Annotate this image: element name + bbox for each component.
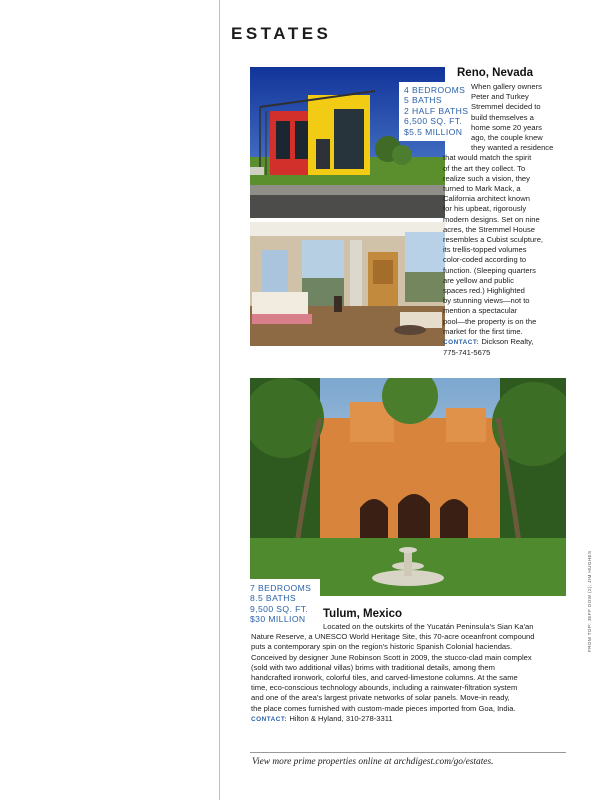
tulum-body-line: puts a contemporary spin on the region's historic Spanish Colonial haciendas. bbox=[251, 642, 513, 652]
reno-body-line: turned to Mark Mack, a bbox=[443, 184, 521, 194]
tulum-body-line: Located on the outskirts of the Yucatán Peninsula's Sian Ka'an bbox=[323, 622, 534, 631]
reno-body-line: When gallery owners bbox=[471, 82, 542, 91]
tulum-body-line: Conceived by designer June Robinson Scott in 2009, the stucco-clad main complex bbox=[251, 652, 532, 662]
reno-stat-half-baths: 2 HALF BATHS bbox=[404, 105, 469, 116]
reno-body-line: pool—the property is on the bbox=[443, 316, 537, 326]
reno-body-line: function. (Sleeping quarters bbox=[443, 265, 536, 275]
reno-body-line: ago, the couple knew bbox=[471, 133, 543, 143]
reno-stat-sqft: 6,500 SQ. FT. bbox=[404, 116, 463, 127]
reno-body-line: by stunning views—not to bbox=[443, 296, 530, 306]
reno-body bbox=[443, 82, 569, 358]
reno-body-line: modern designs. Set on nine bbox=[443, 214, 540, 224]
reno-contact-text: Dickson Realty, bbox=[481, 337, 534, 347]
reno-body-line: are yellow and public bbox=[443, 275, 514, 285]
tulum-stat-baths: 8.5 BATHS bbox=[250, 593, 296, 604]
reno-body-line: of the art they collect. To bbox=[443, 163, 526, 173]
reno-stat-price: $5.5 MILLION bbox=[404, 126, 463, 137]
tulum-body-line: handcrafted ironwork, colorful tiles, and carved-limestone columns. At the same bbox=[251, 673, 518, 683]
tulum-photo bbox=[250, 378, 566, 596]
page-gutter-line bbox=[219, 0, 220, 800]
tulum-stat-bedrooms: 7 BEDROOMS bbox=[250, 583, 312, 593]
tulum-body-line: time, eco-conscious technology abounds, including a rainwater-filtration system bbox=[251, 683, 518, 693]
reno-body-line: that would match the spirit bbox=[443, 153, 532, 163]
reno-body-line: Stremmel decided to bbox=[471, 102, 541, 112]
reno-body-line: realize such a vision, they bbox=[443, 173, 530, 183]
reno-contact-phone: 775-741-5675 bbox=[443, 348, 491, 358]
reno-body-line: they wanted a residence bbox=[471, 143, 554, 153]
reno-body-line: mention a spectacular bbox=[443, 306, 518, 316]
reno-interior-photo bbox=[250, 222, 445, 346]
tulum-body-line: and one of the area's largest private networks of solar panels. Move-in ready, bbox=[251, 693, 510, 703]
footer-link-text: View more prime properties online at archdigest.com/go/estates. bbox=[252, 757, 494, 767]
tulum-body-line: (sold with two additional villas) brims with traditional details, among them bbox=[251, 662, 495, 672]
reno-stat-baths: 5 BATHS bbox=[404, 95, 442, 106]
reno-contact bbox=[443, 337, 569, 348]
reno-body-line: home some 20 years bbox=[471, 122, 542, 132]
reno-body-line: resembles a Cubist sculpture, bbox=[443, 235, 544, 245]
section-title: ESTATES bbox=[231, 24, 332, 43]
reno-body-line: its trellis-topped volumes bbox=[443, 245, 527, 255]
reno-body-line: build themselves a bbox=[471, 112, 534, 122]
photo-credit: FROM TOP: JEFF DOW (2); JIM HUGHES bbox=[587, 550, 592, 652]
tulum-stat-sqft: 9,500 SQ. FT. bbox=[250, 603, 309, 614]
reno-body-line: for his upbeat, rigorously bbox=[443, 204, 527, 214]
reno-body-line: California architect known bbox=[443, 194, 530, 204]
reno-heading: Reno, Nevada bbox=[457, 67, 534, 79]
reno-body-line: market for the first time. bbox=[443, 326, 523, 336]
tulum-body-line: the place comes furnished with custom-made pieces imported from Goa, India. bbox=[251, 703, 516, 713]
reno-body-line: spaces red.) Highlighted bbox=[443, 286, 525, 296]
reno-body-line: Peter and Turkey bbox=[471, 92, 529, 102]
tulum-stat-price: $30 MILLION bbox=[250, 614, 306, 625]
tulum-heading: Tulum, Mexico bbox=[323, 608, 403, 620]
reno-body-line: color-coded according to bbox=[443, 255, 527, 265]
tulum-contact bbox=[251, 714, 567, 725]
reno-stat-bedrooms: 4 BEDROOMS bbox=[404, 85, 466, 95]
tulum-contact-text: Hilton & Hyland, 310-278-3311 bbox=[289, 713, 393, 723]
reno-contact-label: CONTACT: bbox=[443, 339, 480, 347]
tulum-contact-label: CONTACT: bbox=[251, 715, 288, 723]
footer-rule bbox=[250, 752, 566, 753]
tulum-body-line: Nature Reserve, a UNESCO World Heritage Site, this 70-acre oceanfront compound bbox=[251, 632, 535, 642]
tulum-stats-box bbox=[250, 579, 320, 628]
reno-body-line: acres, the Stremmel House bbox=[443, 224, 536, 234]
tulum-body bbox=[251, 622, 567, 725]
